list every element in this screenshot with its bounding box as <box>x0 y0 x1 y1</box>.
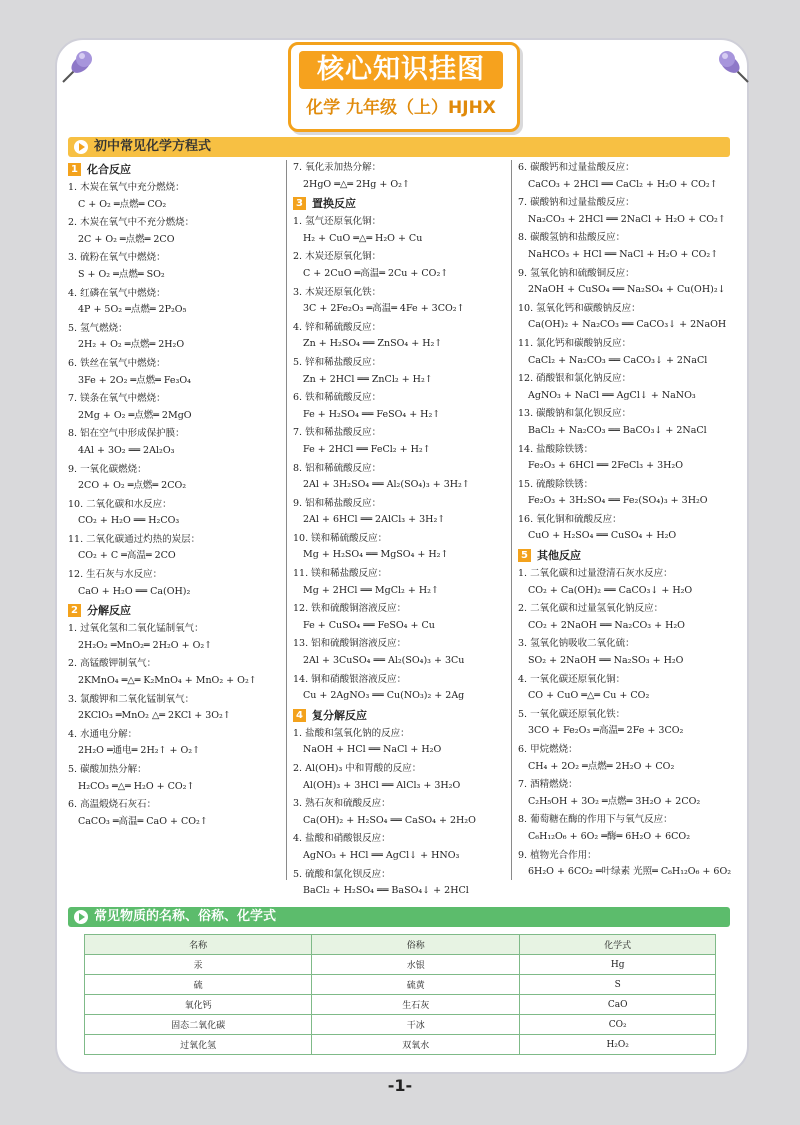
section-heading-label: 其他反应 <box>537 549 581 563</box>
table-cell: 水银 <box>312 955 520 975</box>
chemical-equation: 4Al + 3O₂ ══ 2Al₂O₃ <box>78 444 175 456</box>
equations-column-1 <box>68 160 278 832</box>
chemical-equation: 3C + 2Fe₂O₃ ═高温═ 4Fe + 3CO₂↑ <box>303 303 465 315</box>
chemical-equation: BaCl₂ + H₂SO₄ ══ BaSO₄↓ + 2HCl <box>303 885 469 897</box>
reaction-description: 2. 二氧化碳和过量氢氧化钠反应： <box>518 603 664 615</box>
chemical-equation: Ca(OH)₂ + H₂SO₄ ══ CaSO₄ + 2H₂O <box>303 814 476 826</box>
reaction-description: 6. 铁和稀硫酸反应： <box>293 392 382 404</box>
reaction-description: 4. 一氧化碳还原氧化铜： <box>518 673 626 685</box>
chemical-equation: CO + CuO ═△═ Cu + CO₂ <box>528 690 650 702</box>
section-number-badge: 4 <box>293 709 306 722</box>
chemical-equation: BaCl₂ + Na₂CO₃ ══ BaCO₃↓ + 2NaCl <box>528 424 707 436</box>
table-header-row <box>85 935 716 955</box>
chemical-equation: 2Al + 6HCl ══ 2AlCl₃ + 3H₂↑ <box>303 514 446 526</box>
reaction-description: 2. Al(OH)₃ 中和胃酸的反应： <box>293 763 422 774</box>
reaction-description: 10. 镁和稀硫酸反应： <box>293 532 388 544</box>
reaction-description: 15. 硫酸除铁锈： <box>518 478 594 490</box>
chemical-equation: Mg + 2HCl ══ MgCl₂ + H₂↑ <box>303 584 439 596</box>
page-number: -1- <box>387 1076 413 1095</box>
chemical-equation: 4P + 5O₂ ═点燃═ 2P₂O₅ <box>78 304 187 316</box>
reaction-description: 10. 氢氧化钙和碳酸钠反应： <box>518 302 641 314</box>
push-pin-icon <box>55 44 99 88</box>
reaction-description: 1. 二氧化碳和过量澄清石灰水反应： <box>518 568 673 580</box>
table-cell: 硫 <box>85 975 312 995</box>
reaction-description: 2. 高锰酸钾制氧气： <box>68 658 157 670</box>
chemical-equation: CaO + H₂O ══ Ca(OH)₂ <box>78 585 191 597</box>
reaction-description: 9. 一氧化碳燃烧： <box>68 463 147 475</box>
section-heading <box>68 161 278 179</box>
reaction-description: 3. 熟石灰和硫酸反应： <box>293 798 391 810</box>
reaction-description: 7. 碳酸钠和过量盐酸反应： <box>518 197 635 209</box>
chemical-equation: 2NaOH + CuSO₄ ══ Na₂SO₄ + Cu(OH)₂↓ <box>528 284 726 296</box>
chemical-equation: 3Fe + 2O₂ ═点燃═ Fe₃O₄ <box>78 374 191 386</box>
reaction-description: 5. 碳酸加热分解： <box>68 764 147 775</box>
section-number-badge: 5 <box>518 549 531 562</box>
reaction-description: 4. 盐酸和硝酸银反应： <box>293 833 391 845</box>
reaction-description: 1. 木炭在氧气中充分燃烧： <box>68 182 185 193</box>
chemical-equation: Fe₂O₃ + 3H₂SO₄ ══ Fe₂(SO₄)₃ + 3H₂O <box>528 495 708 507</box>
section-heading <box>68 602 278 620</box>
reaction-description: 3. 硫粉在氧气中燃烧： <box>68 252 166 264</box>
chemical-equation: 2H₂O₂ ═MnO₂═ 2H₂O + O₂↑ <box>78 639 213 651</box>
table-row <box>85 955 716 975</box>
substance-table <box>84 934 716 1055</box>
reaction-description: 12. 铁和硫酸铜溶液反应： <box>293 603 407 615</box>
chemical-equation: Na₂CO₃ + 2HCl ══ 2NaCl + H₂O + CO₂↑ <box>528 213 726 225</box>
arrow-right-icon <box>74 910 88 924</box>
reaction-description: 5. 氢气燃烧： <box>68 322 128 334</box>
reaction-description: 8. 铝和稀硫酸反应： <box>293 462 382 474</box>
chemical-equation: Fe + 2HCl ══ FeCl₂ + H₂↑ <box>303 443 431 455</box>
chemical-equation: 2H₂ + O₂ ═点燃═ 2H₂O <box>78 339 185 351</box>
reaction-description: 13. 铝和硫酸铜溶液反应： <box>293 638 407 650</box>
column-divider <box>511 160 512 880</box>
chemical-equation: C₆H₁₂O₆ + 6O₂ ═酶═ 6H₂O + 6CO₂ <box>528 830 691 842</box>
chemical-equation: CH₄ + 2O₂ ═点燃═ 2H₂O + CO₂ <box>528 760 675 772</box>
arrow-right-icon <box>74 140 88 154</box>
reaction-description: 12. 生石灰与水反应： <box>68 569 163 581</box>
table-cell: 生石灰 <box>312 995 520 1015</box>
section-heading <box>293 195 505 213</box>
reaction-description: 1. 过氧化氢和二氧化锰制氧气： <box>68 623 204 635</box>
chemical-equation: AgNO₃ + NaCl ══ AgCl↓ + NaNO₃ <box>528 389 696 401</box>
chemical-equation: NaOH + HCl ══ NaCl + H₂O <box>303 744 442 756</box>
reaction-description: 16. 氧化铜和硫酸反应： <box>518 513 622 525</box>
equations-column-2 <box>293 160 505 902</box>
table-cell: Hg <box>520 955 716 975</box>
reaction-description: 4. 水通电分解： <box>68 728 138 740</box>
chemical-equation: Al(OH)₃ + 3HCl ══ AlCl₃ + 3H₂O <box>303 779 461 791</box>
section-header-substances <box>68 907 730 927</box>
table-cell: H₂O₂ <box>520 1035 716 1055</box>
table-cell: 汞 <box>85 955 312 975</box>
reaction-description: 7. 镁条在氧气中燃烧： <box>68 393 166 405</box>
reaction-description: 8. 铝在空气中形成保护膜： <box>68 428 185 440</box>
column-header: 俗称 <box>312 935 520 955</box>
reaction-description: 14. 铜和硝酸银溶液反应： <box>293 673 407 685</box>
table-cell: CO₂ <box>520 1015 716 1035</box>
section-header-equations <box>68 137 730 157</box>
chemical-equation: Fe₂O₃ + 6HCl ══ 2FeCl₃ + 3H₂O <box>528 460 683 472</box>
title-card <box>288 42 520 132</box>
reaction-description: 4. 锌和稀硫酸反应： <box>293 321 382 333</box>
chemical-equation: CO₂ + H₂O ══ H₂CO₃ <box>78 515 180 527</box>
chemical-equation: CO₂ + Ca(OH)₂ ══ CaCO₃↓ + H₂O <box>528 584 693 596</box>
reaction-description: 9. 铝和稀盐酸反应： <box>293 497 382 509</box>
chemical-equation: 6H₂O + 6CO₂ ═叶绿素 光照═ C₆H₁₂O₆ + 6O₂ <box>528 866 732 878</box>
column-header: 化学式 <box>520 935 716 955</box>
equations-column-3 <box>518 160 732 883</box>
table-cell: 干冰 <box>312 1015 520 1035</box>
chemical-equation: CO₂ + C ═高温═ 2CO <box>78 550 176 562</box>
page-subtitle: 化学 九年级（上）HJHX <box>306 98 496 118</box>
column-divider <box>286 160 287 880</box>
chemical-equation: CaCO₃ + 2HCl ══ CaCl₂ + H₂O + CO₂↑ <box>528 178 718 190</box>
chemical-equation: CaCO₃ ═高温═ CaO + CO₂↑ <box>78 815 208 827</box>
table-cell: 过氧化氢 <box>85 1035 312 1055</box>
table-cell: CaO <box>520 995 716 1015</box>
reaction-description: 6. 甲烷燃烧： <box>518 744 578 755</box>
section-heading-label: 分解反应 <box>87 604 131 618</box>
reaction-description: 5. 一氧化碳还原氧化铁： <box>518 708 626 720</box>
section-heading-label: 置换反应 <box>312 197 356 211</box>
reaction-description: 12. 硝酸银和氯化钠反应： <box>518 373 632 385</box>
chemical-equation: Fe + H₂SO₄ ══ FeSO₄ + H₂↑ <box>303 408 441 420</box>
page-title: 核心知识挂图 <box>299 51 503 89</box>
reaction-description: 11. 镁和稀盐酸反应： <box>293 568 388 580</box>
chemical-equation: Mg + H₂SO₄ ══ MgSO₄ + H₂↑ <box>303 549 449 561</box>
reaction-description: 6. 高温煅烧石灰石： <box>68 799 157 811</box>
chemical-equation: Ca(OH)₂ + Na₂CO₃ ══ CaCO₃↓ + 2NaOH <box>528 319 727 331</box>
section-heading-label: 化合反应 <box>87 163 131 176</box>
chemical-equation: SO₂ + 2NaOH ══ Na₂SO₃ + H₂O <box>528 655 684 667</box>
chemical-equation: CaCl₂ + Na₂CO₃ ══ CaCO₃↓ + 2NaCl <box>528 354 708 366</box>
table-row <box>85 995 716 1015</box>
chemical-equation: S + O₂ ═点燃═ SO₂ <box>78 268 165 280</box>
chemical-equation: 2Al + 3CuSO₄ ══ Al₂(SO₄)₃ + 3Cu <box>303 655 465 667</box>
chemical-equation: Cu + 2AgNO₃ ══ Cu(NO₃)₂ + 2Ag <box>303 690 465 702</box>
table-row <box>85 1015 716 1035</box>
chemical-equation: H₂ + CuO ═△═ H₂O + Cu <box>303 232 423 244</box>
reaction-description: 1. 氢气还原氧化铜： <box>293 216 382 228</box>
chemical-equation: C + O₂ ═点燃═ CO₂ <box>78 198 167 210</box>
chemical-equation: Fe + CuSO₄ ══ FeSO₄ + Cu <box>303 619 435 631</box>
chemical-equation: AgNO₃ + HCl ══ AgCl↓ + HNO₃ <box>303 849 460 861</box>
chemical-equation: 2Al + 3H₂SO₄ ══ Al₂(SO₄)₃ + 3H₂↑ <box>303 479 470 491</box>
reaction-description: 11. 二氧化碳通过灼热的炭层： <box>68 533 201 545</box>
chemical-equation: CuO + H₂SO₄ ══ CuSO₄ + H₂O <box>528 530 677 542</box>
reaction-description: 3. 氢氧化钠吸收二氧化硫： <box>518 638 635 650</box>
reaction-description: 10. 二氧化碳和水反应： <box>68 498 172 510</box>
chemical-equation: 2KMnO₄ ═△═ K₂MnO₄ + MnO₂ + O₂↑ <box>78 675 257 687</box>
chemical-equation: C + 2CuO ═高温═ 2Cu + CO₂↑ <box>303 267 449 279</box>
reaction-description: 3. 氯酸钾和二氧化锰制氧气： <box>68 693 195 705</box>
table-row <box>85 1035 716 1055</box>
chemical-equation: CO₂ + 2NaOH ══ Na₂CO₃ + H₂O <box>528 619 685 631</box>
section-number-badge: 1 <box>68 163 81 176</box>
table-cell: 固态二氧化碳 <box>85 1015 312 1035</box>
section-title: 初中常见化学方程式 <box>94 139 212 154</box>
chemical-equation: H₂CO₃ ═△═ H₂O + CO₂↑ <box>78 780 195 792</box>
reaction-description: 6. 铁丝在氧气中燃烧： <box>68 357 166 369</box>
reaction-description: 7. 铁和稀盐酸反应： <box>293 427 382 439</box>
chemical-equation: Zn + H₂SO₄ ══ ZnSO₄ + H₂↑ <box>303 338 443 350</box>
push-pin-icon <box>712 44 756 88</box>
reaction-description: 13. 碳酸钠和氯化钡反应： <box>518 408 632 420</box>
reaction-description: 14. 盐酸除铁锈： <box>518 443 594 455</box>
section-heading-label: 复分解反应 <box>312 708 367 722</box>
reaction-description: 3. 木炭还原氧化铁： <box>293 286 382 298</box>
chemical-equation: C₂H₅OH + 3O₂ ═点燃═ 3H₂O + 2CO₂ <box>528 795 701 807</box>
chemical-equation: 2C + O₂ ═点燃═ 2CO <box>78 233 175 245</box>
reaction-description: 7. 酒精燃烧： <box>518 779 578 791</box>
section-heading <box>518 547 732 565</box>
section-heading <box>293 707 505 725</box>
reaction-description: 8. 葡萄糖在酶的作用下与氧气反应： <box>518 814 673 826</box>
reaction-description: 5. 硫酸和氯化钡反应： <box>293 868 391 880</box>
reaction-description: 2. 木炭在氧气中不充分燃烧： <box>68 217 195 229</box>
reaction-description: 5. 锌和稀盐酸反应： <box>293 356 382 368</box>
chemical-equation: 3CO + Fe₂O₃ ═高温═ 2Fe + 3CO₂ <box>528 725 684 737</box>
reaction-description: 11. 氯化钙和碳酸钠反应： <box>518 337 632 349</box>
table-cell: 硫黄 <box>312 975 520 995</box>
chemical-equation: 2H₂O ═通电═ 2H₂↑ + O₂↑ <box>78 745 201 757</box>
section-number-badge: 2 <box>68 604 81 617</box>
reaction-description: 6. 碳酸钙和过量盐酸反应： <box>518 162 635 173</box>
reaction-description: 4. 红磷在氧气中燃烧： <box>68 287 166 299</box>
chemical-equation: 2HgO ═△═ 2Hg + O₂↑ <box>303 178 410 190</box>
section-number-badge: 3 <box>293 197 306 210</box>
column-header: 名称 <box>85 935 312 955</box>
chemical-equation: Zn + 2HCl ══ ZnCl₂ + H₂↑ <box>303 373 433 385</box>
reaction-description: 9. 氢氧化钠和硫酸铜反应： <box>518 267 635 279</box>
reaction-description: 1. 盐酸和氢氧化钠的反应： <box>293 727 410 739</box>
chemical-equation: 2Mg + O₂ ═点燃═ 2MgO <box>78 409 192 421</box>
table-cell: 氧化钙 <box>85 995 312 1015</box>
chemical-equation: NaHCO₃ + HCl ══ NaCl + H₂O + CO₂↑ <box>528 248 719 260</box>
reaction-description: 8. 碳酸氢钠和盐酸反应： <box>518 232 626 244</box>
table-cell: S <box>520 975 716 995</box>
reaction-description: 9. 植物光合作用： <box>518 849 597 861</box>
table-row <box>85 975 716 995</box>
section-title: 常见物质的名称、俗称、化学式 <box>94 909 277 924</box>
chemical-equation: 2CO + O₂ ═点燃═ 2CO₂ <box>78 480 187 492</box>
reaction-description: 2. 木炭还原氧化铜： <box>293 251 382 263</box>
reaction-description: 7. 氧化汞加热分解： <box>293 162 382 173</box>
table-cell: 双氧水 <box>312 1035 520 1055</box>
chemical-equation: 2KClO₃ ═MnO₂ △═ 2KCl + 3O₂↑ <box>78 710 231 722</box>
